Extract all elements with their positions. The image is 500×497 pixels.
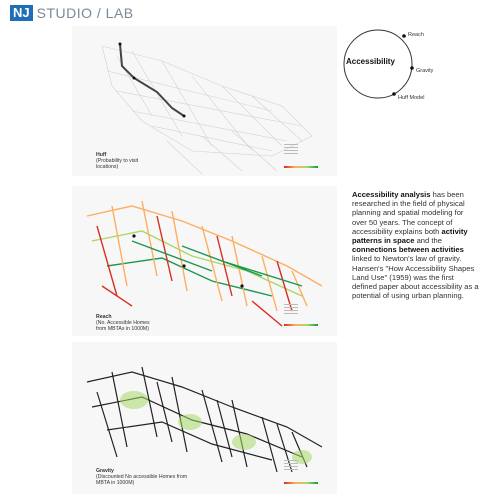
logo-badge: NJ [10,5,33,21]
huff-route [120,44,184,116]
text-part-3: linked to Newton's law of gravity. Hansen's "How Accessibility Shapes Land Use" (1959) was the first defined paper about accessibility as a potential of using urban planning. [352,254,479,301]
logo-text: STUDIO / LAB [36,5,134,21]
huff-subtitle-2: locations) [96,164,119,170]
text-bold-1: Accessibility analysis [352,190,433,199]
gravity-scalebar [284,482,318,484]
huff-title: Huff [96,152,107,158]
reach-subtitle-1: (No. Accessible Homes [96,320,150,326]
gravity-subtitle-2: MBTA in 1000M) [96,480,135,486]
reach-legend [284,304,298,316]
text-part-1: has been researched in the field of physical planning and spatial modeling for over 50 years. The concept of accessibility explains both [352,190,465,236]
reach-title: Reach [96,314,112,320]
concept-node-reach: Reach [408,32,424,38]
text-bold-3: connections between activities [352,245,464,255]
accessibility-circle [338,22,488,137]
concept-node-huff: Huff Model [398,95,425,101]
text-part-2: and the [416,236,442,246]
concept-center-label: Accessibility [346,57,395,66]
gravity-title: Gravity [96,468,114,474]
gravity-caption [96,468,187,486]
huff-map-panel [72,26,337,176]
huff-scalebar [284,166,318,168]
gravity-legend [284,460,298,472]
reach-scalebar [284,324,318,326]
reach-subtitle-2: from MBTAs in 1000M) [96,326,149,332]
studio-logo[interactable] [10,5,134,21]
reach-caption [96,314,150,332]
accessibility-diagram [338,22,488,137]
concept-node-gravity: Gravity [416,68,434,74]
huff-legend [284,144,298,156]
reach-map-panel [72,186,337,336]
accessibility-description [352,190,480,300]
huff-subtitle-1: (Probability to visit [96,158,139,164]
huff-caption [96,152,138,170]
gravity-map-panel [72,342,337,494]
text-bold-2: activity patterns in space [352,226,468,246]
gravity-subtitle-1: (Discounted No accessible Homes from [96,474,188,480]
